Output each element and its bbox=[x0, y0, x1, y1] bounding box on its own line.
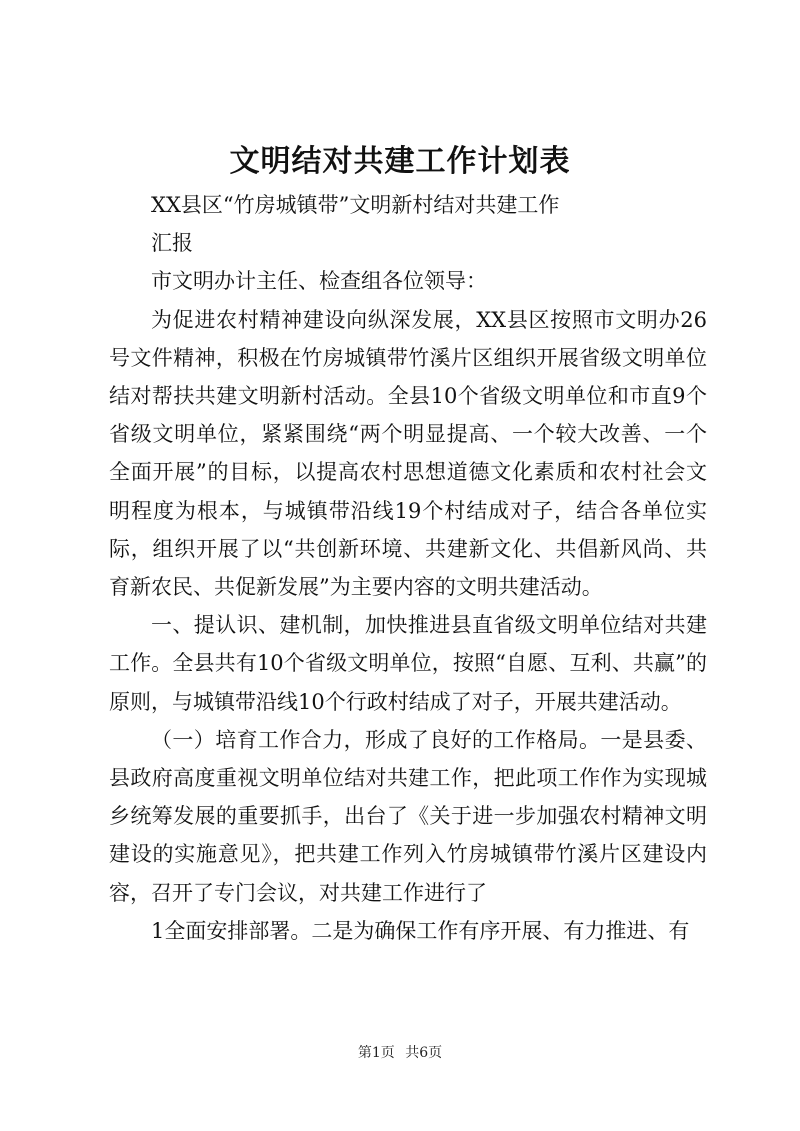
paragraph-subsection-one: （一）培育工作合力，形成了良好的工作格局。一是县委、县政府高度重视文明单位结对共建工作，把此项工作作为实现城乡统筹发展的重要抓手，出台了《关于进一步加强农村精神文明建设的实施意见》，把共建工作列入竹房城镇带竹溪片区建设内容，召开了专门会议，对共建工作进行了 bbox=[109, 727, 707, 905]
paragraph-continuation: 1全面安排部署。二是为确保工作有序开展、有力推进、有 bbox=[151, 918, 690, 943]
paragraph-report: 汇报 bbox=[151, 231, 193, 256]
paragraph-section-one: 一、提认识、建机制，加快推进县直省级文明单位结对共建工作。全县共有10个省级文明单位，按照“自愿、互利、共赢”的原则，与城镇带沿线10个行政村结成了对子，开展共建活动。 bbox=[109, 613, 707, 714]
paragraph-heading-line: XX县区“竹房城镇带”文明新村结对共建工作 bbox=[151, 193, 560, 217]
page-footer bbox=[0, 1043, 800, 1063]
page-number: 第1页 bbox=[357, 1045, 395, 1061]
paragraph-intro: 为促进农村精神建设向纵深发展，XX县区按照市文明办26号文件精神，积极在竹房城镇带竹溪片区组织开展省级文明单位结对帮扶共建文明新村活动。全县10个省级文明单位和市直9个省级文明单位，紧紧围绕“两个明显提高、一个较大改善、一个全面开展”的目标，以提高农村思想道德文化素质和农村社会文明程度为根本，与城镇带沿线19个村结成对子，结合各单位实际，组织开展了以“共创新环境、共建新文化、共倡新风尚、共育新农民、共促新发展”为主要内容的文明共建活动。 bbox=[109, 307, 707, 600]
document-title: 文明结对共建工作计划表 bbox=[229, 144, 571, 179]
page-total: 共6页 bbox=[405, 1045, 443, 1061]
paragraph-salutation: 市文明办计主任、检查组各位领导： bbox=[151, 269, 487, 294]
document-body bbox=[109, 186, 707, 950]
